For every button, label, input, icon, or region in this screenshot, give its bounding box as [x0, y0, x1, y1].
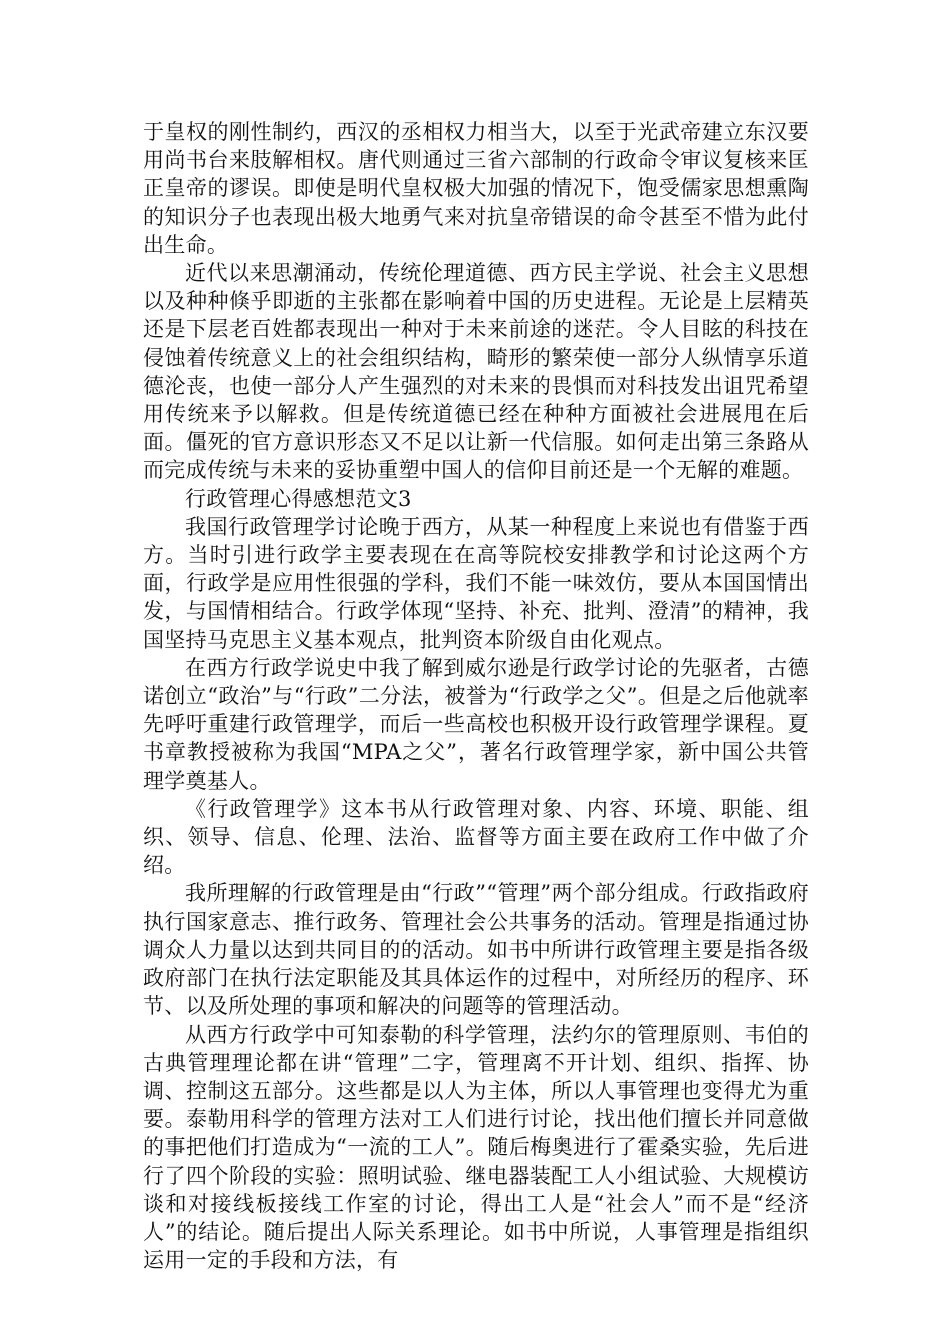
paragraph-7: 从西方行政学中可知泰勒的科学管理，法约尔的管理原则、韦伯的古典管理理论都在讲“管理”二字，管理离不开计划、组织、指挥、协调、控制这五部分。这些都是以人为主体，所以人事管理也变得尤为重要。泰勒用科学的管理方法对工人们进行讨论，找出他们擅长并同意做的事把他们打造成为“一流的工人”。随后梅奥进行了霍桑实验，先后进行了四个阶段的实验：照明试验、继电器装配工人小组试验、大规模访谈和对接线板接线工作室的讨论，得出工人是“社会人”而不是“经济人”的结论。随后提出人际关系理论。如书中所说，人事管理是指组织运用一定的手段和方法，有	[143, 1022, 809, 1273]
paragraph-2: 近代以来思潮涌动，传统伦理道德、西方民主学说、社会主义思想以及种种倏乎即逝的主张都在影响着中国的历史进程。无论是上层精英还是下层老百姓都表现出一种对于未来前途的迷茫。令人目眩的科技在侵蚀着传统意义上的社会组织结构，畸形的繁荣使一部分人纵情享乐道德沦丧，也使一部分人产生强烈的对未来的畏惧而对科技发出诅咒希望用传统来予以解救。但是传统道德已经在种种方面被社会进展甩在后面。僵死的官方意识形态又不足以让新一代信服。如何走出第三条路从而完成传统与未来的妥协重塑中国人的信仰目前还是一个无解的难题。	[143, 261, 809, 483]
paragraph-5: 《行政管理学》这本书从行政管理对象、内容、环境、职能、组织、领导、信息、伦理、法治、监督等方面主要在政府工作中做了介绍。	[143, 796, 809, 878]
document-body	[143, 118, 809, 1274]
paragraph-6: 我所理解的行政管理是由“行政”“管理”两个部分组成。行政指政府执行国家意志、推行政务、管理社会公共事务的活动。管理是指通过协调众人力量以达到共同目的的活动。如书中所讲行政管理主要是指各级政府部门在执行法定职能及其具体运作的过程中，对所经历的程序、环节、以及所处理的事项和解决的问题等的管理活动。	[143, 881, 809, 1019]
paragraph-3: 我国行政管理学讨论晚于西方，从某一种程度上来说也有借鉴于西方。当时引进行政学主要表现在在高等院校安排教学和讨论这两个方面，行政学是应用性很强的学科，我们不能一味效仿，要从本国国情出发，与国情相结合。行政学体现“坚持、补充、批判、澄清”的精神，我国坚持马克思主义基本观点，批判资本阶级自由化观点。	[143, 514, 809, 652]
paragraph-4: 在西方行政学说史中我了解到威尔逊是行政学讨论的先驱者，古德诺创立“政治”与“行政”二分法，被誉为“行政学之父”。但是之后他就率先呼吁重建行政管理学，而后一些高校也积极开设行政管理学课程。夏书章教授被称为我国“MPA之父”，著名行政管理学家，新中国公共管理学奠基人。	[143, 655, 809, 793]
paragraph-1: 于皇权的刚性制约，西汉的丞相权力相当大，以至于光武帝建立东汉要用尚书台来肢解相权。唐代则通过三省六部制的行政命令审议复核来匡正皇帝的谬误。即使是明代皇权极大加强的情况下，饱受儒家思想熏陶的知识分子也表现出极大地勇气来对抗皇帝错误的命令甚至不惜为此付出生命。	[143, 120, 809, 257]
section-heading: 行政管理心得感想范文3	[185, 486, 412, 511]
